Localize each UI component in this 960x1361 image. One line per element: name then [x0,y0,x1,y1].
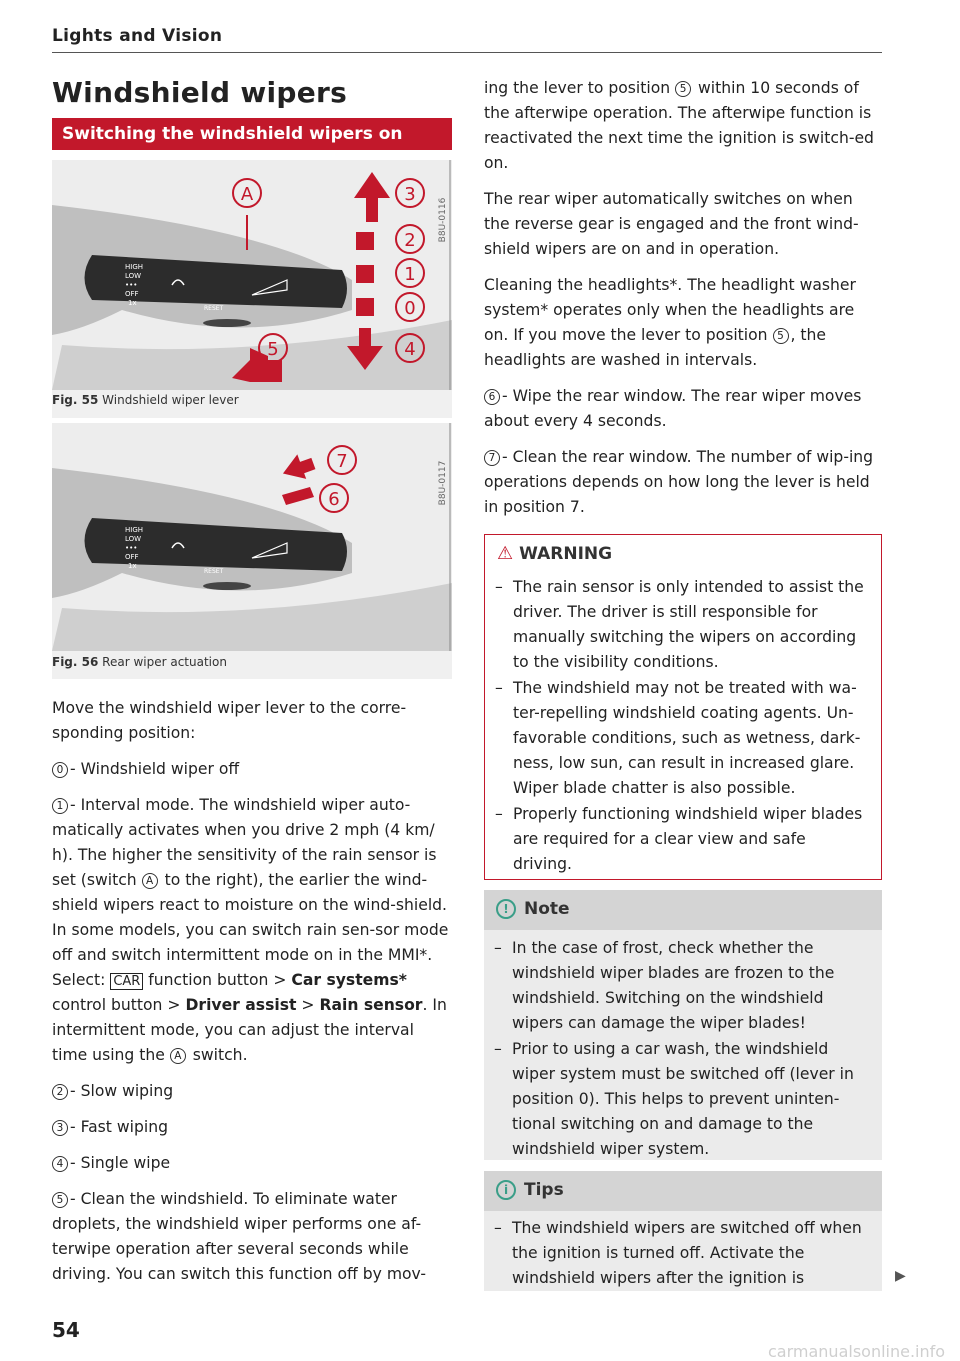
lever-low: LOW [125,272,142,280]
tips-item: – The windshield wipers are switched off when the ignition is turned off. Activate the windshield wipers after the ignition is [494,1216,868,1291]
item-position-2: 2 - Slow wiping [52,1079,452,1104]
position-5-icon: 5 [675,81,691,97]
figure-code: B8U-0117 [438,460,448,506]
label-position-2: 2 [404,230,416,251]
lever-1x: 1x [128,562,137,570]
warning-list [485,575,881,877]
position-5-icon: 5 [773,328,789,344]
label-position-3: 3 [404,184,416,205]
header-rule [52,52,882,53]
warning-triangle-icon: ⚠ [497,543,514,564]
wiper-lever-illustration [52,160,452,390]
position-0-marker [356,298,374,316]
info-icon: i [496,1180,516,1200]
warning-item: – Properly functioning windshield wiper blades are required for a clear view and safe driving. [495,802,867,877]
item-position-0: 0 - Windshield wiper off [52,757,452,782]
headlights-paragraph: Cleaning the headlights*. The headlight washer system* operates only when the headlights are on. If you move the lever to position 5 , the headlights are washed in intervals. [484,276,856,369]
figure-56 [52,423,452,679]
label-position-1: 1 [404,264,416,285]
note-item: – In the case of frost, check whether the windshield wiper blades are frozen to the windshield. Switching on the windshield wipers can damage the wiper blades! [494,936,868,1036]
label-position-0: 0 [404,298,416,319]
figure-caption [52,393,239,407]
warning-heading [485,535,881,575]
page-title: Windshield wipers [52,76,348,109]
item-position-7: 7 - Clean the rear window. The number of wip-ing operations depends on how long the lever is held in position 7. [484,448,874,516]
lever-dots: ••• [125,544,138,552]
continue-arrow-icon: ▶ [895,1268,906,1284]
item-position-5: 5 - Clean the windshield. To eliminate water droplets, the windshield wiper performs one af-terwipe operation after several seconds while driving. You can switch this function off by mov- [52,1190,426,1283]
figure-label: Fig. 55 [52,393,99,407]
car-key-icon: CAR [110,973,143,990]
position-2-marker [356,232,374,250]
figure-code: B8U-0116 [438,197,448,243]
warning-item: – The windshield may not be treated with wa-ter-repelling windshield coating agents. Un-favorable conditions, such as wetness, dark-ness, low sun, can result in increased glare. Wiper blade chatter is also possible. [495,676,867,801]
lever-off: OFF [125,290,139,298]
right-column [484,76,882,531]
position-5-icon: 5 [52,1192,68,1208]
note-item: – Prior to using a car wash, the windshield wiper system must be switched off (lever in position 0). This helps to prevent uninten-tional switching on and damage to the windshield wiper system. [494,1037,868,1162]
figure-caption-text: Windshield wiper lever [102,393,239,407]
warning-title: WARNING [519,544,613,564]
lever-reset: RESET [204,305,224,312]
figure-caption-text: Rear wiper actuation [102,655,227,669]
figure-label: Fig. 56 [52,655,99,669]
lever-off: OFF [125,553,139,561]
tips-heading [484,1171,882,1211]
tips-list [484,1211,882,1291]
lever-low: LOW [125,535,142,543]
switch-a-icon: A [142,873,158,889]
rear-wiper-paragraph: The rear wiper automatically switches on when the reverse gear is engaged and the front wind-shield wipers are on and in operation. [484,190,859,258]
lever-high: HIGH [125,263,144,271]
lever-high: HIGH [125,526,144,534]
item-position-4: 4 - Single wipe [52,1151,452,1176]
section-header: Lights and Vision [52,26,223,46]
label-a: A [240,184,254,205]
note-box [484,890,882,1160]
rear-wiper-illustration [52,423,452,651]
position-0-icon: 0 [52,762,68,778]
item-position-6: 6 - Wipe the rear window. The rear wiper moves about every 4 seconds. [484,387,862,430]
intro-paragraph: Move the windshield wiper lever to the corre-sponding position: [52,699,407,742]
left-column [52,696,452,1298]
item-5-continued: ing the lever to position 5 within 10 seconds of the afterwipe operation. The afterwipe function is reactivated the next time the ignition is switch-ed on. [484,79,874,172]
item-position-3: 3 - Fast wiping [52,1115,452,1140]
figure-55 [52,160,452,418]
label-position-7: 7 [336,451,348,472]
tips-box [484,1171,882,1291]
warning-box [484,534,882,880]
subheading-bar: Switching the windshield wipers on [52,118,452,150]
note-heading [484,890,882,930]
label-position-4: 4 [404,339,416,360]
item-position-1: 1 - Interval mode. The windshield wiper auto-matically activates when you drive 2 mph (4 km/ h). The higher the sensitivity of the rain sensor is set (switch A to the right), the earlier the wind-shield wipers react to moisture on the wind-shield. In some models, you can switch rain sen-sor mode off and switch intermittent mode on in the MMI*. Select: CAR function button > Car systems* control button > Driver assist > Rain sensor. In intermittent mode, you can adjust the interval time using the A switch. [52,796,449,1064]
page-number: 54 [52,1318,80,1342]
position-4-icon: 4 [52,1156,68,1172]
position-3-icon: 3 [52,1120,68,1136]
warning-item: – The rain sensor is only intended to assist the driver. The driver is still responsible for manually switching the wipers on according to the visibility conditions. [495,575,867,675]
position-1-marker [356,265,374,283]
position-6-icon: 6 [484,389,500,405]
watermark: carmanualsonline.info [768,1342,946,1361]
label-position-6: 6 [328,489,340,510]
position-2-icon: 2 [52,1084,68,1100]
lever-dots: ••• [125,281,138,289]
note-list [484,930,882,1162]
position-1-icon: 1 [52,798,68,814]
position-7-icon: 7 [484,450,500,466]
tips-title: Tips [524,1180,564,1200]
label-position-5: 5 [267,339,279,360]
switch-a-icon: A [170,1048,186,1064]
lever-reset: RESET [204,568,224,575]
figure-caption [52,655,227,669]
note-title: Note [524,899,570,919]
lever-1x: 1x [128,299,137,307]
exclamation-icon: ! [496,899,516,919]
